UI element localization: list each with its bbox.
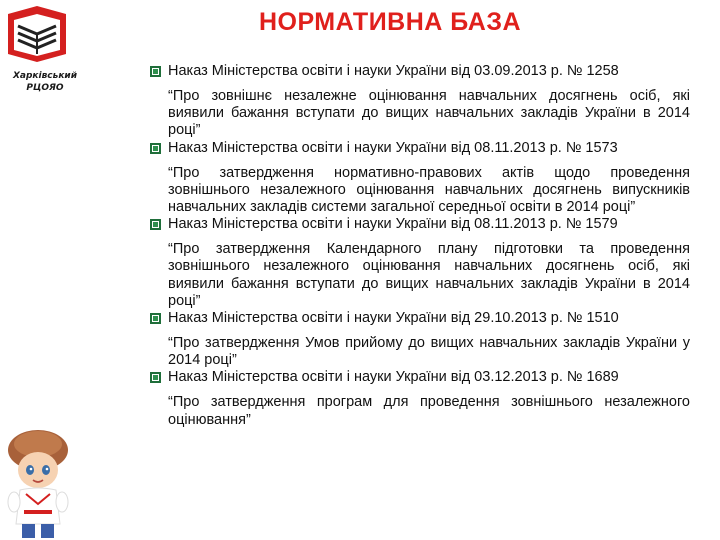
center-logo-icon xyxy=(4,4,70,64)
orders-list xyxy=(150,63,690,429)
order-description: “Про затвердження Календарного плану підготовки та проведення зовнішнього незалежного оцінювання навчальних досягнень осіб, які виявили бажання вступати до вищих навчальних закладів України в 2014 році” xyxy=(168,241,690,309)
order-description: “Про затвердження програм для проведення зовнішнього незалежного оцінювання” xyxy=(168,394,690,428)
order-description: “Про затвердження Умов прийому до вищих навчальних закладів України у 2014 році” xyxy=(168,335,690,369)
logo-caption-org: РЦОЯО xyxy=(26,83,64,93)
bullet-square-icon xyxy=(150,143,161,154)
order-title: Наказ Міністерства освіти і науки України від 03.09.2013 р. № 1258 xyxy=(168,63,619,79)
logo-caption xyxy=(4,70,86,94)
list-item xyxy=(150,140,690,217)
order-title: Наказ Міністерства освіти і науки України від 03.12.2013 р. № 1689 xyxy=(168,369,619,386)
mascot-child-icon xyxy=(2,428,74,540)
list-item xyxy=(150,310,690,369)
bullet-square-icon xyxy=(150,66,161,77)
order-title: Наказ Міністерства освіти і науки України від 29.10.2013 р. № 1510 xyxy=(168,310,619,327)
order-title: Наказ Міністерства освіти і науки України від 08.11.2013 р. № 1579 xyxy=(168,216,618,233)
bullet-square-icon xyxy=(150,219,161,230)
list-item xyxy=(150,63,690,140)
bullet-square-icon xyxy=(150,372,161,383)
order-title: Наказ Міністерства освіти і науки України від 08.11.2013 р. № 1573 xyxy=(168,139,618,156)
logo-caption-city: Харківський xyxy=(12,71,78,81)
bullet-square-icon xyxy=(150,313,161,324)
order-description: “Про зовнішнє незалежне оцінювання навчальних досягнень осіб, які виявили бажання вступати до вищих навчальних закладів України в 2014 році” xyxy=(168,88,690,139)
list-item xyxy=(150,369,690,428)
list-item xyxy=(150,216,690,310)
order-description: “Про затвердження нормативно-правових актів щодо проведення зовнішнього незалежного оцінювання навчальних досягнень випускників навчальних закладів системи загальної середньої освіти в 2014 році” xyxy=(168,164,690,216)
page-title: НОРМАТИВНА БАЗА xyxy=(258,8,522,36)
